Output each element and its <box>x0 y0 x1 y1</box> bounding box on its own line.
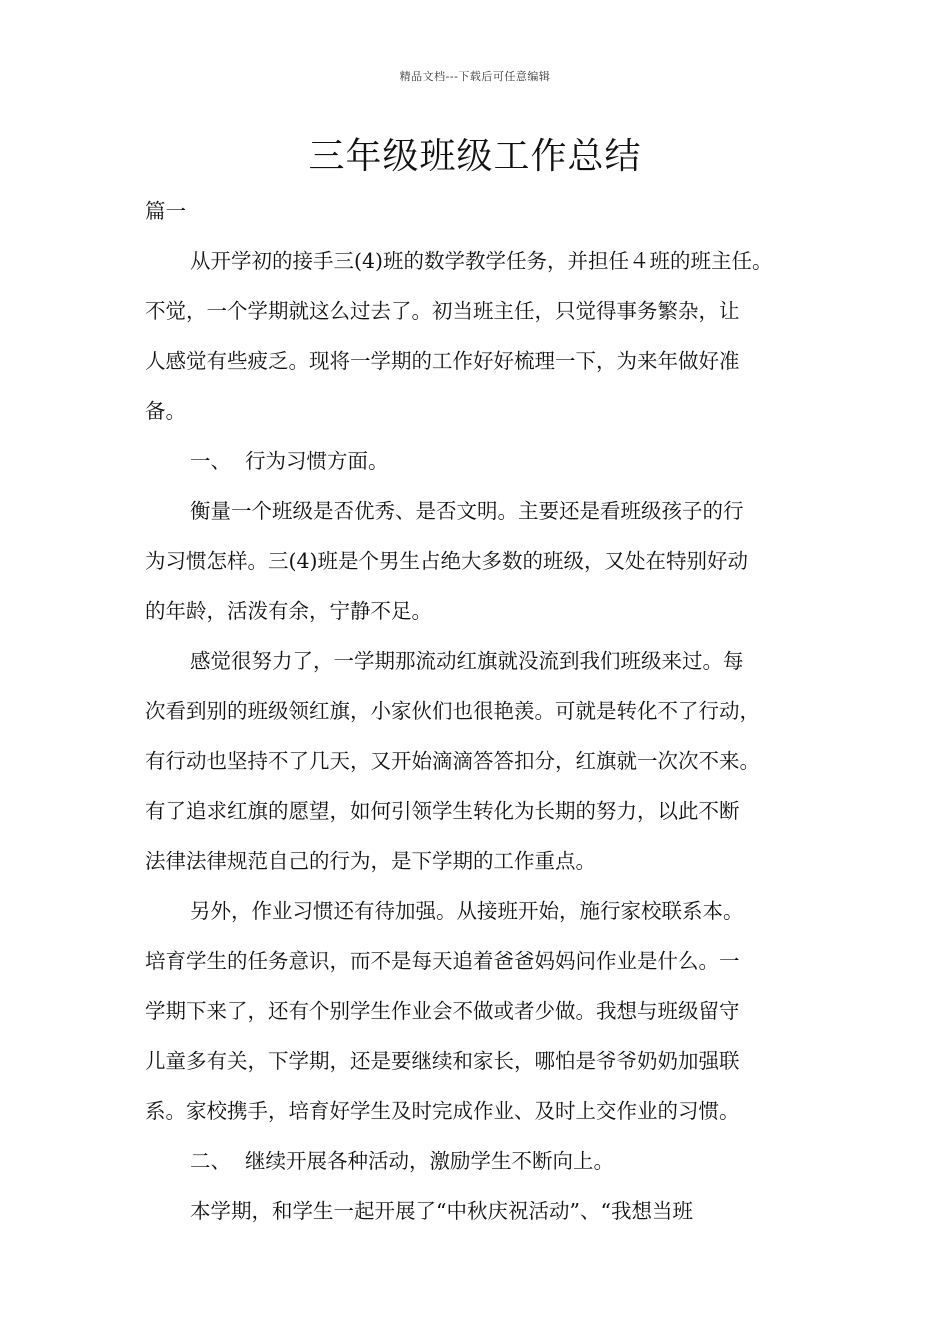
paragraph-line: 衡量一个班级是否优秀、是否文明。主要还是看班级孩子的行 <box>190 499 744 523</box>
heading-text: 行为习惯方面。 <box>245 449 389 473</box>
document-body <box>145 186 825 1236</box>
paragraph-line: 培育学生的任务意识，而不是每天追着爸爸妈妈问作业是什么。一 <box>145 949 740 973</box>
paragraph-line: 有行动也坚持不了几天，又开始滴滴答答扣分，红旗就一次次不来。 <box>145 749 760 773</box>
heading-number: 一、 <box>190 449 231 473</box>
heading-text: 继续开展各种活动，激励学生不断向上。 <box>245 1149 614 1173</box>
paragraph-line: 感觉很努力了，一学期那流动红旗就没流到我们班级来过。每 <box>190 649 744 673</box>
paragraph-line: 备。 <box>145 399 186 423</box>
paragraph-line: 从开学初的接手三(4)班的数学教学任务，并担任４班的班主任。 <box>190 249 773 273</box>
paragraph-line: 另外，作业习惯还有待加强。从接班开始，施行家校联系本。 <box>190 899 744 923</box>
section-heading <box>145 436 825 486</box>
paragraph-line: 学期下来了，还有个别学生作业会不做或者少做。我想与班级留守 <box>145 999 740 1023</box>
header-note: 精品文档---下载后可任意编辑 <box>399 70 551 83</box>
paragraph-line: 系。家校携手，培育好学生及时完成作业、及时上交作业的习惯。 <box>145 1099 740 1123</box>
paragraph-line: 的年龄，活泼有余，宁静不足。 <box>145 599 432 623</box>
paragraph-line: 儿童多有关，下学期，还是要继续和家长，哪怕是爷爷奶奶加强联 <box>145 1049 740 1073</box>
heading-number: 二、 <box>190 1149 231 1173</box>
paragraph-line: 本学期，和学生一起开展了“中秋庆祝活动”、“我想当班 <box>190 1199 693 1223</box>
paragraph-line: 次看到别的班级领红旗，小家伙们也很艳羡。可就是转化不了行动， <box>145 699 760 723</box>
paragraph-line: 法律法律规范自己的行为，是下学期的工作重点。 <box>145 849 596 873</box>
paragraph-line: 有了追求红旗的愿望，如何引领学生转化为长期的努力，以此不断 <box>145 799 740 823</box>
section-label: 篇一 <box>145 199 186 223</box>
paragraph-line: 为习惯怎样。三(4)班是个男生占绝大多数的班级，又处在特别好动 <box>145 549 749 573</box>
document-title: 三年级班级工作总结 <box>308 136 642 177</box>
section-heading <box>145 1136 825 1186</box>
paragraph-line: 人感觉有些疲乏。现将一学期的工作好好梳理一下，为来年做好准 <box>145 349 740 373</box>
paragraph-line: 不觉，一个学期就这么过去了。初当班主任，只觉得事务繁杂，让 <box>145 299 740 323</box>
